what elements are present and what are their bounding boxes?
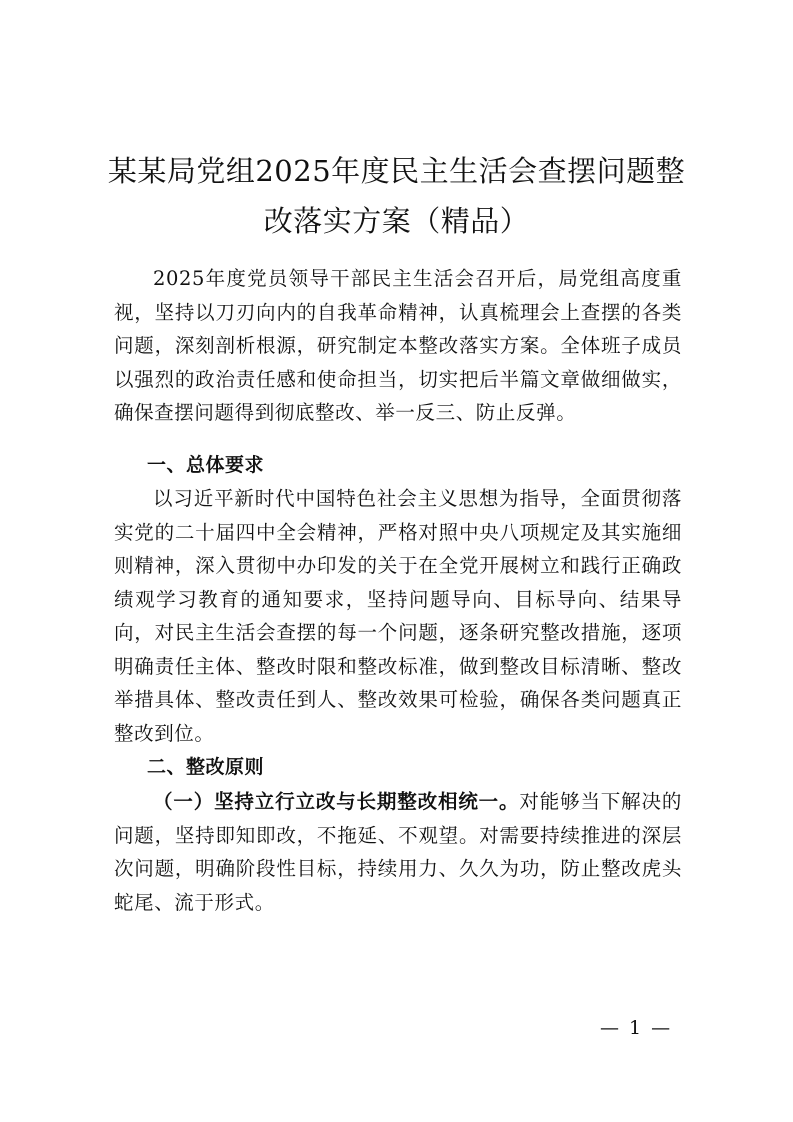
- section-2-item-1-heading: （一）坚持立行立改与长期整改相统一。: [153, 790, 520, 813]
- section-1-heading: 一、总体要求: [147, 454, 265, 476]
- section-2-item-1-paragraph: [114, 785, 682, 919]
- section-2-item-1-body: 对能够当下解决的问题，坚持即知即改，不拖延、不观望。对需要持续推进的深层次问题，明确阶段性目标，持续用力、久久为功，防止整改虎头蛇尾、流于形式。: [114, 790, 682, 914]
- title-line-2: 改落实方案（精品）: [263, 204, 530, 238]
- title-line-1: 某某局党组2025年度民主生活会查摆问题整: [107, 154, 686, 188]
- section-1-paragraph: 以习近平新时代中国特色社会主义思想为指导，全面贯彻落实党的二十届四中全会精神，严格对照中央八项规定及其实施细则精神，深入贯彻中办印发的关于在全党开展树立和践行正确政绩观学习教育的通知要求，坚持问题导向、目标导向、结果导向，对民主生活会查摆的每一个问题，逐条研究整改措施，逐项明确责任主体、整改时限和整改标准，做到整改目标清晰、整改举措具体、整改责任到人、整改效果可检验，确保各类问题真正整改到位。: [114, 487, 682, 745]
- section-2-heading: 二、整改原则: [147, 756, 265, 778]
- page-number: — 1 —: [600, 1017, 673, 1039]
- document-title: [100, 146, 693, 246]
- intro-paragraph: 2025年度党员领导干部民主生活会召开后，局党组高度重视，坚持以刀刃向内的自我革命精神，认真梳理会上查摆的各类问题，深刻剖析根源，研究制定本整改落实方案。全体班子成员以强烈的政治责任感和使命担当，切实把后半篇文章做细做实，确保查摆问题得到彻底整改、举一反三、防止反弹。: [114, 267, 682, 424]
